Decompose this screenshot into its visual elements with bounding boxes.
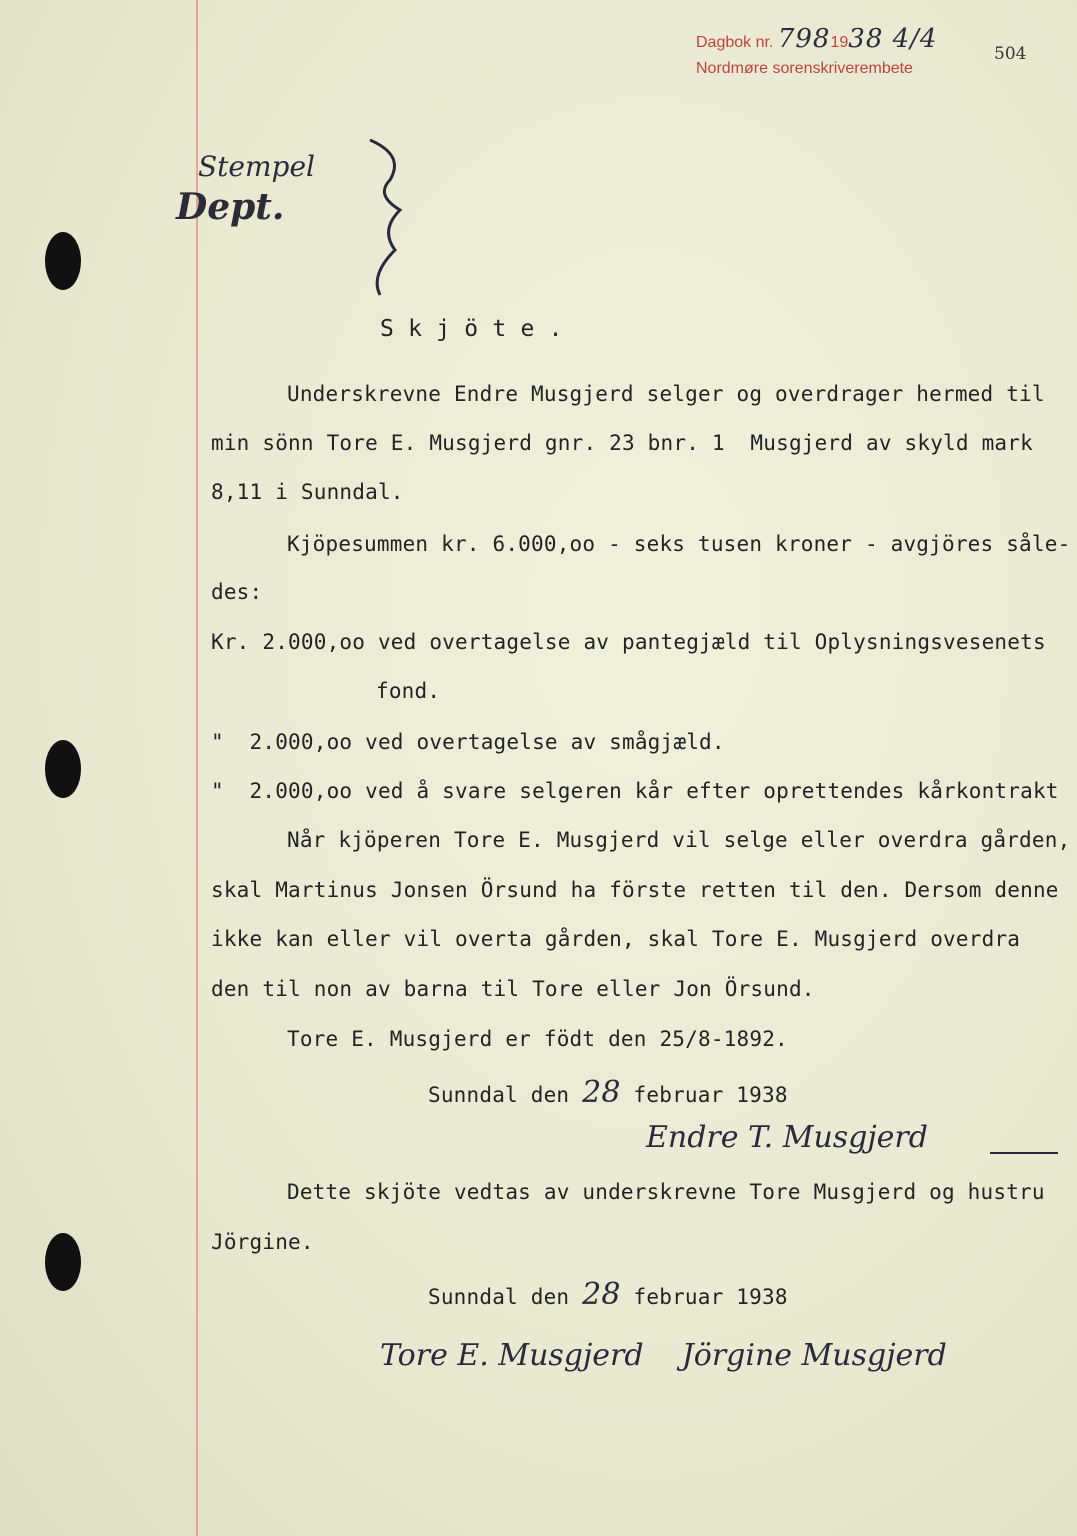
paragraph-line: den til non av barna til Tore eller Jon Örsund.: [211, 977, 815, 1001]
payment-line: " 2.000,oo ved å svare selgeren kår efter oprettendes kårkontrakt: [211, 779, 1059, 803]
date-line-2: [428, 1277, 788, 1312]
birth-line: Tore E. Musgjerd er födt den 25/8-1892.: [287, 1027, 788, 1051]
paragraph-line: ikke kan eller vil overta gården, skal Tore E. Musgjerd overdra: [211, 927, 1021, 951]
registry-stamp: [696, 26, 937, 82]
date-prefix: Sunndal den: [428, 1083, 570, 1107]
punch-hole-icon: [45, 740, 81, 798]
date-suffix: februar 1938: [633, 1083, 788, 1107]
paragraph-line: des:: [211, 580, 263, 604]
date-prefix: Sunndal den: [428, 1285, 570, 1309]
payment-line: fond.: [376, 679, 441, 703]
page-number: 504: [994, 44, 1027, 64]
margin-note-line2: Dept.: [176, 186, 285, 228]
date-suffix: februar 1938: [633, 1285, 788, 1309]
stamp-label: Dagbok nr.: [696, 34, 774, 51]
punch-hole-icon: [45, 1233, 81, 1291]
payment-line: " 2.000,oo ved overtagelse av smågjæld.: [211, 730, 725, 754]
stamp-year-date: 38 4/4: [848, 24, 938, 54]
signature-endre: Endre T. Musgjerd: [646, 1120, 928, 1155]
stamp-number: 798: [777, 24, 831, 54]
paragraph-line: Underskrevne Endre Musgjerd selger og overdrager hermed til: [287, 382, 1045, 406]
margin-note-line1: Stempel: [198, 150, 316, 183]
paragraph-line: Når kjöperen Tore E. Musgjerd vil selge eller overdra gården,: [287, 828, 1071, 852]
date-line-1: [428, 1075, 788, 1110]
date-day: 28: [582, 1075, 621, 1110]
date-day: 28: [582, 1277, 621, 1312]
margin-line: [196, 0, 198, 1536]
punch-hole-icon: [45, 232, 81, 290]
paragraph-line: skal Martinus Jonsen Örsund ha förste retten til den. Dersom denne: [211, 878, 1059, 902]
stamp-office: Nordmøre sorenskriverembete: [696, 60, 913, 77]
paragraph-line: min sönn Tore E. Musgjerd gnr. 23 bnr. 1 Musgjerd av skyld mark: [211, 431, 1033, 455]
stamp-year-prefix: 19: [830, 34, 849, 51]
paragraph-line: 8,11 i Sunndal.: [211, 480, 404, 504]
paragraph-line: Dette skjöte vedtas av underskrevne Tore Musgjerd og hustru: [287, 1180, 1045, 1204]
signature-dash: [990, 1152, 1058, 1154]
document-title: S k j ö t e .: [380, 316, 563, 342]
signature-tore-jorgine: Tore E. Musgjerd Jörgine Musgjerd: [380, 1338, 947, 1373]
payment-line: Kr. 2.000,oo ved overtagelse av pantegjæld til Oplysningsvesenets: [211, 630, 1046, 654]
paragraph-line: Kjöpesummen kr. 6.000,oo - seks tusen kroner - avgjöres såle-: [287, 532, 1071, 556]
paragraph-line: Jörgine.: [211, 1230, 314, 1254]
bracket-icon: [360, 135, 420, 300]
